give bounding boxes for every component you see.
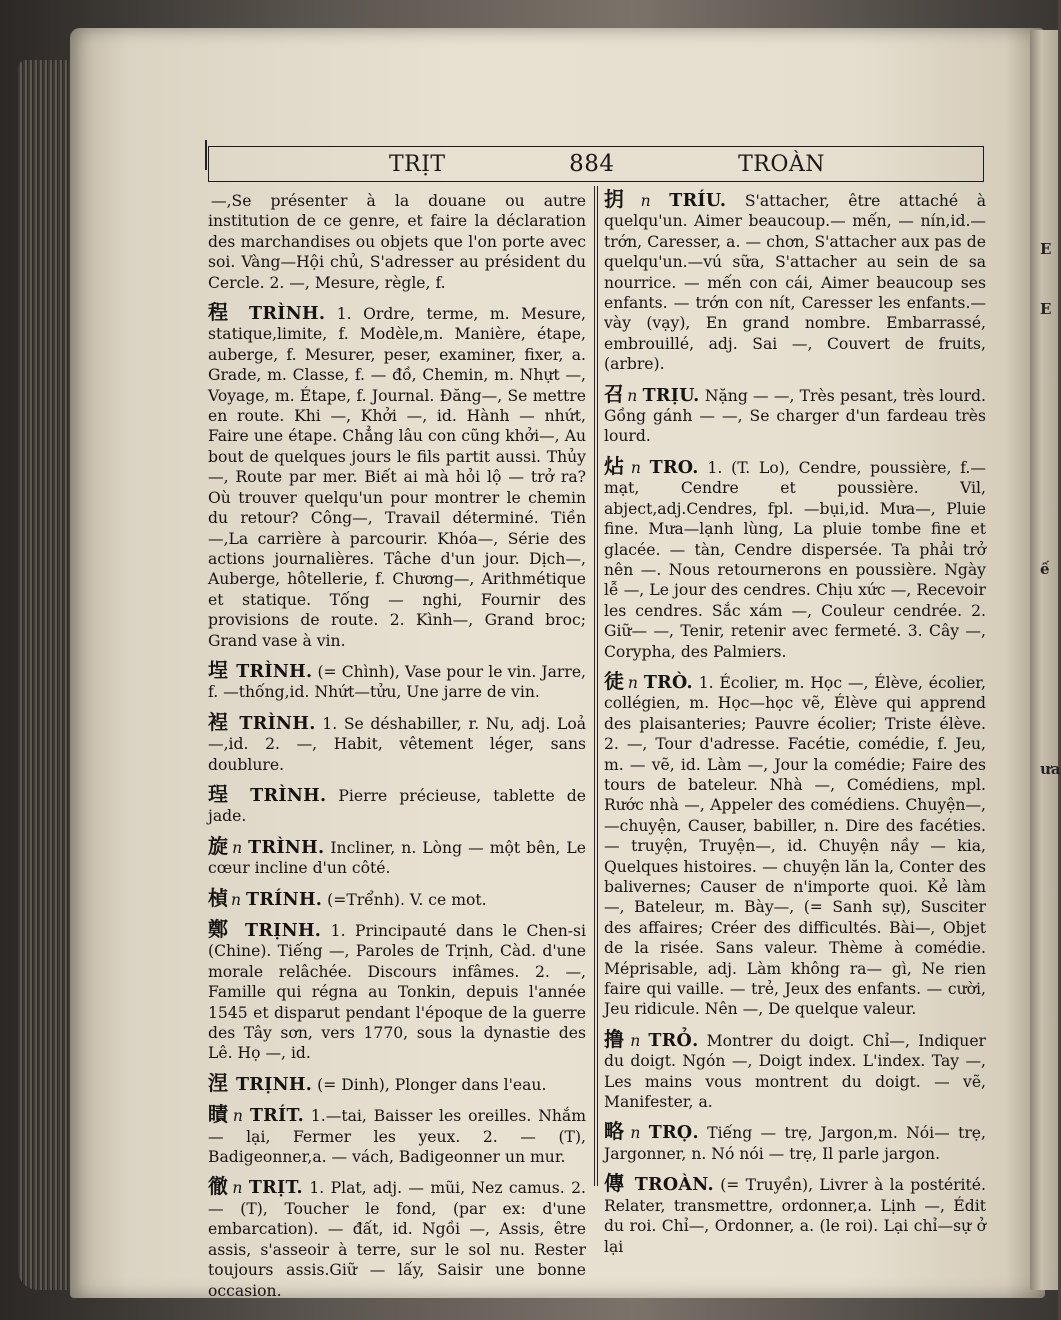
- edge-mark: E: [1040, 240, 1052, 258]
- entry-pos: n: [232, 838, 243, 857]
- entry-headword: TRÍU.: [669, 191, 727, 211]
- header-right-guide: TROÀN: [738, 151, 825, 177]
- entry-character: 鄭: [208, 917, 233, 941]
- entry-pos: n: [627, 673, 638, 692]
- entry-body: Nặng — —, Très pesant, très lourd. Gồng gánh — —, Se charger d'un fardeau très lourd.: [604, 386, 986, 446]
- dictionary-entry: [604, 1173, 986, 1257]
- next-page-sliver: [1030, 30, 1058, 1290]
- entry-pos: n: [640, 192, 651, 210]
- entry-headword: TRỊU.: [642, 385, 700, 406]
- entry-body: (=Trểnh). V. ce mot.: [327, 890, 487, 909]
- entry-body: 1. Se déshabiller, r. Nu, adj. Loả —,id. 2. —, Habit, vêtement léger, sans doublure.: [208, 714, 586, 774]
- entry-character: 傳: [604, 1171, 626, 1196]
- entry-headword: TROÀN.: [634, 1175, 714, 1196]
- entry-headword: TRỊT.: [248, 1178, 303, 1199]
- entry-body: Pierre précieuse, tablette de jade.: [208, 786, 587, 826]
- entry-body: 1. Principauté dans le Chen-si (Chine). Tiếng —, Paroles de Trịnh, Càd. d'une morale relâchée. Discours infâmes. 2. —, Famille qui régna au Tonkin, depuis l'année 1545 et disparut pendant l'époque de la guerre des Tây sơn, vers 1770, sous la dynastie des Lê. Họ —, id.: [208, 922, 586, 1063]
- entry-character: 瞔: [208, 1102, 230, 1127]
- entry-pos: n: [232, 1179, 243, 1198]
- dictionary-entry: [208, 302, 586, 651]
- entry-character: 召: [604, 381, 625, 406]
- edge-mark: E: [1040, 300, 1052, 318]
- right-column: [604, 189, 986, 1266]
- entry-headword: TRỊNH.: [245, 921, 322, 941]
- entry-character: 抈: [604, 187, 638, 211]
- entry-body: 1. Ordre, terme, m. Mesure, statique,limite, f. Modèle,m. Manière, étape, auberge, f. Mesurer, peser, examiner, fixer, a. Grade, m. Classe, f. — đồ, Chemin, m. Nhựt —, Voyage, m. Étape, f. Journal. Đăng—, Se mettre en route. Khi —, Khởi —, id. Hành — nhứt, Faire une étape. Chẳng lâu con cũng khởi—, Au bout de quelques jours le fils partit aussi. Thủy —, Route par mer. Biết ai mà hỏi lộ — trở ra? Où trouver quelqu'un pour montrer le chemin du retour? Công—, Travail déterminé. Tiền—,La carrière à parcourir. Khóa—, Série des actions journalières. Tâche d'un jour. Dịch—, Auberge, hôtellerie, f. Chương—, Arithmétique et statique. Tống — nghi, Fournir des provisions de route. 2. Kình—, Grand broc; Grand vase à vin.: [208, 305, 586, 650]
- entry-character: 珵: [208, 781, 236, 806]
- entry-character: 徒: [604, 668, 625, 693]
- entry-body: (= Dinh), Plonger dans l'eau.: [317, 1075, 547, 1094]
- entry-character: 旋: [208, 833, 230, 858]
- header-left-guide: TRỊT: [389, 151, 446, 177]
- dictionary-entry: [208, 709, 586, 775]
- dictionary-entry: [208, 781, 587, 827]
- entry-headword: TRỌ.: [648, 1123, 699, 1144]
- entry-headword: TRỎ.: [648, 1030, 699, 1051]
- entry-character: 涅: [208, 1070, 228, 1095]
- dictionary-entry: [208, 885, 586, 910]
- entry-headword: TRÍNH.: [246, 889, 323, 910]
- entry-body: 1.—tai, Baisser les oreilles. Nhắm — lại, Fermer les yeux. 2. — (T), Badigeonner,a. — vách, Badigeonner un mur.: [208, 1107, 587, 1167]
- entry-character: 略: [604, 1119, 628, 1144]
- entry-headword: TRO.: [649, 457, 699, 478]
- entry-character: 炶: [604, 453, 628, 478]
- edge-mark: ưa: [1040, 760, 1061, 778]
- entry-body: Montrer du doigt. Chỉ—, Indiquer du doigt. Ngón —, Doigt index. L'index. Tay —, Les mains vous montrent du doigt. — vẽ, Manifester, a.: [604, 1031, 987, 1112]
- entry-headword: TRÌNH.: [250, 785, 327, 806]
- entry-character: 程: [208, 300, 235, 325]
- entry-pos: n: [630, 1031, 641, 1050]
- dictionary-entry: [604, 1121, 986, 1164]
- entry-body: —,Se présenter à la douane ou autre institution de ce genre, et faire la déclaration des marchandises ou objets que l'on porte avec soi. Vàng—Hội chủ, S'adresser au président du Cercle. 2. —, Mesure, règle, f.: [208, 192, 586, 292]
- dictionary-entry: [208, 1176, 586, 1300]
- entry-headword: TRÌNH.: [248, 837, 325, 858]
- entry-character: 楨: [208, 885, 228, 910]
- entry-body: Tiếng — trẹ, Jargon,m. Nói— trẹ, Jargonner, n. Nó nói — trẹ, Il parle jargon.: [604, 1124, 986, 1163]
- entry-body: (= Truyền), Livrer à la postérité. Relater, transmettre, ordonner,a. Lịnh —, Édit du roi. Chỉ—, Ordonner, a. (le roi). Lại chỉ—sự ở lại: [604, 1176, 986, 1256]
- dictionary-entry: [208, 919, 586, 1064]
- dictionary-entry: [208, 833, 586, 879]
- entry-headword: TRỊNH.: [235, 1074, 313, 1095]
- page-number: 884: [569, 151, 615, 177]
- entry-character: 撸: [604, 1026, 628, 1051]
- entry-pos: n: [231, 890, 242, 909]
- entry-character: 徹: [208, 1174, 230, 1199]
- entry-body: 1. Plat, adj. — mũi, Nez camus. 2. — (T), Toucher le fond, (par ex: d'une embarcation). — đất, id. Ngồi —, Assis, être assis, s'asseoir à terre, sur le sol nu. Rester toujours assis.Giữ — lấy, Saisir une bonne occasion.: [208, 1179, 586, 1300]
- entry-character: 埕: [208, 657, 229, 682]
- dictionary-entry: [604, 668, 986, 1020]
- dictionary-entry: [604, 453, 986, 662]
- running-header: [208, 146, 984, 182]
- dictionary-entry: [208, 1104, 586, 1167]
- entry-pos: n: [630, 458, 641, 477]
- entry-headword: TRÍT.: [249, 1106, 304, 1127]
- entry-body: (= Chình), Vase pour le vin. Jarre, f. —thống,id. Nhứt—tửu, Une jarre de vin.: [208, 662, 587, 702]
- entry-headword: TRÌNH.: [236, 661, 313, 682]
- dictionary-entry: [208, 1070, 586, 1095]
- dictionary-entry: [604, 381, 986, 447]
- entry-headword: TRÌNH.: [239, 713, 316, 734]
- dictionary-entry: [208, 189, 586, 293]
- entry-body: 1. (T. Lo), Cendre, poussière, f.— mạt, Cendre et poussière. Vil, abject,adj.Cendres, fpl. —bụi,id. Mưa—, Pluie fine. Mưa—lạnh lùng, La pluie tombe fine et glacée. — tàn, Cendre dispersée. Ta phải trở nên —. Nous retournerons en poussière. Ngày lễ —, Le jour des cendres. Chịu xức —, Recevoir les cendres. Sắc xám —, Couleur cendrée. 2. Giữ— —, Tenir, retenir avec fermeté. 3. Cây —, Corypha, des Palmiers.: [604, 458, 986, 661]
- edge-mark: ế: [1040, 560, 1050, 578]
- dictionary-entry: [208, 657, 587, 703]
- entry-pos: n: [630, 1124, 641, 1143]
- entry-pos: n: [232, 1107, 243, 1126]
- entry-body: 1. Écolier, m. Học —, Élève, écolier, collégien, m. Học—học vẽ, Élève qui apprend des plaisanteries; Pauvre écolier; Triste élève. 2. —, Tour d'adresse. Facétie, comédie, f. Jeu, m. — vẽ, id. Làm —, Jour la comédie; Faire des tours de bateleur. Nhà —, Comédiens, mpl. Rước nhà —, Appeler des comédiens. Chuyện—, —chuyện, Causer, babiller, n. Dire des facéties. — truyện, Truyện—, id. Chuyện nầy — kia, Quelques histoires. — chuyện lăn la, Conter des balivernes; Causer de n'importe quoi. Kẻ làm —, Bateleur, m. Bày—, (= Sanh sự), Susciter des affaires; Créer des difficultés. Bài—, Objet de la risée. Sans valeur. Thème à comédie. Méprisable, adj. Làm không ra— gì, Ne rien faire qui vaille. — trẻ, Jeux des enfants. — cười, Jeu ridicule. Nên —, De quelque valeur.: [604, 673, 986, 1019]
- entry-body: Incliner, n. Lòng — một bên, Le cœur incline d'un côté.: [208, 838, 586, 878]
- entry-headword: TRÒ.: [643, 672, 693, 693]
- entry-body: S'attacher, être attaché à quelqu'un. Aimer beaucoup.— mến, — nín,id.—trớn, Caresser, a. — chơn, S'attacher aux pas de quelqu'un.—vú sữa, S'attacher au sein de sa nourrice. — mến con cái, Aimer beaucoup ses enfants. — trớn con nít, Caresser les enfants.— vày (vạy), En grand nombre. Embarrassé, embrouillé, adj. Sai —, Couvert de fruits, (arbre).: [604, 192, 987, 374]
- left-column: [208, 189, 586, 1310]
- header-rule: [205, 140, 207, 170]
- dictionary-entry: [604, 189, 986, 375]
- entry-headword: TRÌNH.: [249, 304, 326, 325]
- entry-character: 裎: [208, 709, 230, 734]
- entry-pos: n: [627, 386, 638, 405]
- column-divider: [594, 186, 598, 1186]
- dictionary-entry: [604, 1026, 987, 1113]
